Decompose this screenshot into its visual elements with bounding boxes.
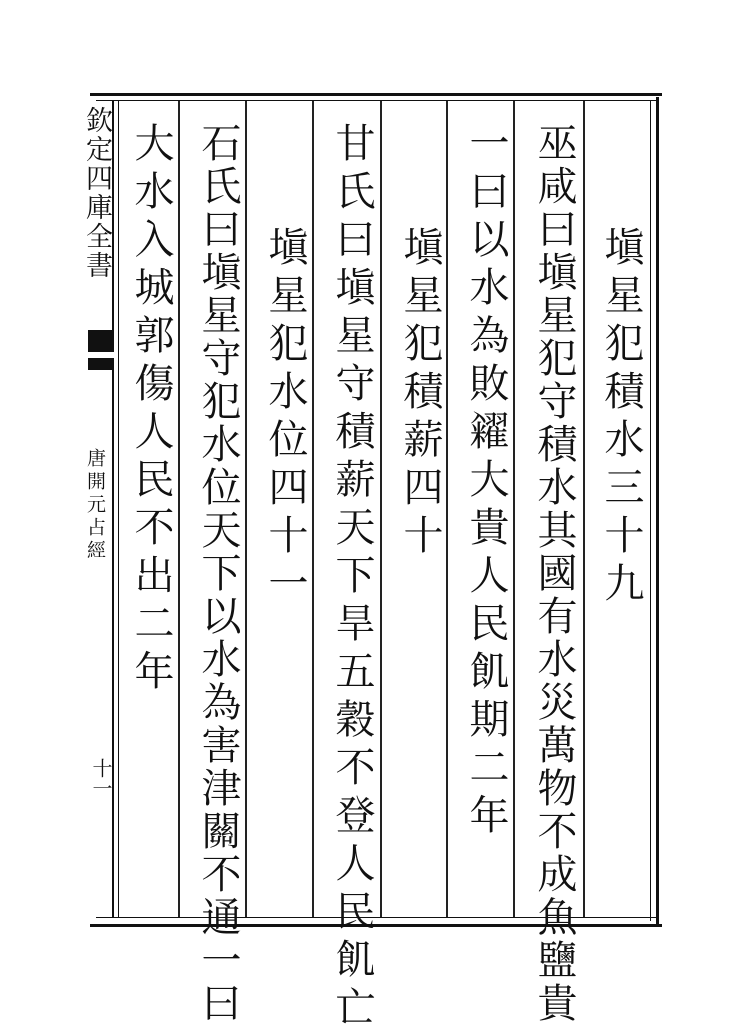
text-column-heading: 塡星犯積薪四十 (397, 226, 443, 562)
frame-left-thin (118, 100, 119, 918)
page-number: 十一 (89, 758, 113, 798)
text-column-heading: 塡星犯水位四十一 (262, 226, 308, 610)
frame-right-thick (656, 97, 659, 925)
fishtail-notch (88, 352, 114, 358)
column-divider (583, 101, 585, 917)
text-column: 大水入城郭傷人民不出二年 (128, 122, 174, 698)
fishtail-mark (88, 330, 114, 370)
text-column-heading: 塡星犯積水三十九 (598, 226, 644, 610)
column-divider (513, 101, 515, 917)
column-divider (446, 101, 448, 917)
column-divider (380, 101, 382, 917)
collection-title: 欽定四庫全書 (81, 106, 112, 280)
text-column: 一曰以水為敗糴大貴人民飢期二年 (463, 122, 509, 842)
frame-right-thin (650, 101, 651, 921)
frame-top-thin (96, 100, 656, 101)
column-divider (312, 101, 314, 917)
text-column: 石氏曰塡星守犯水位天下以水為害津關不通一曰 (195, 122, 241, 1025)
book-title: 唐開元占經 (84, 448, 106, 563)
column-divider (178, 101, 180, 917)
frame-top-thick (90, 93, 662, 96)
text-column: 甘氏曰塡星守積薪天下旱五穀不登人民飢亡 (329, 122, 375, 1034)
text-column: 巫咸曰塡星犯守積水其國有水災萬物不成魚鹽貴 (531, 122, 577, 1025)
column-divider (245, 101, 247, 917)
